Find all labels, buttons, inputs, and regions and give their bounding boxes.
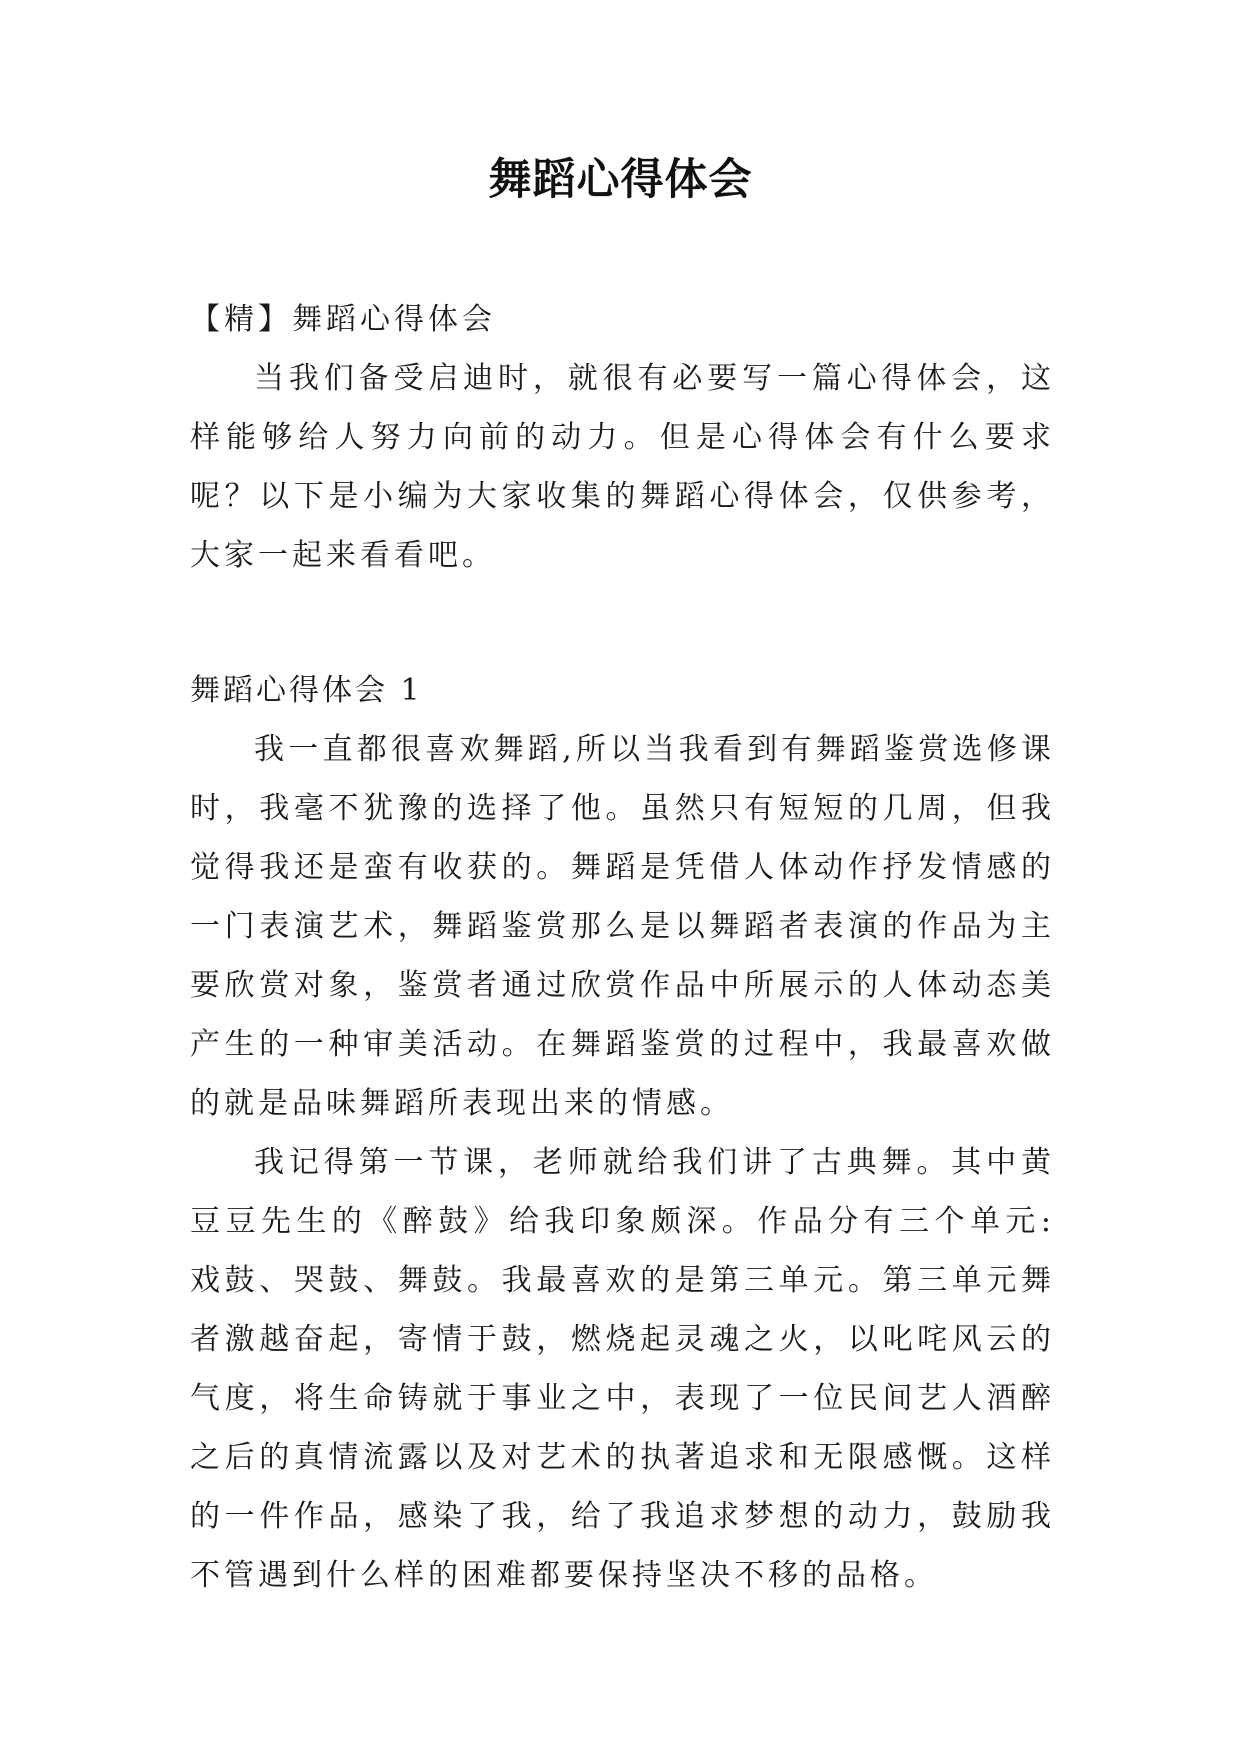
body-paragraph-2: 我记得第一节课，老师就给我们讲了古典舞。其中黄豆豆先生的《醉鼓》给我印象颇深。作品分有三个单元: 戏鼓、哭鼓、舞鼓。我最喜欢的是第三单元。第三单元舞者激越奋起，寄情于鼓，燃烧起灵魂之火，以叱咤风云的气度，将生命铸就于事业之中，表现了一位民间艺人酒醉之后的真情流露以及对艺术的执著追求和无限感慨。这样的一件作品，感染了我，给了我追求梦想的动力，鼓励我不管遇到什么样的困难都要保持坚决不移的品格。 [190, 1145, 1055, 1593]
document-body [190, 290, 1055, 1605]
body-paragraph-1: 我一直都很喜欢舞蹈,所以当我看到有舞蹈鉴赏选修课时，我毫不犹豫的选择了他。虽然只有短短的几周，但我觉得我还是蛮有收获的。舞蹈是凭借人体动作抒发情感的一门表演艺术，舞蹈鉴赏那么是以舞蹈者表演的作品为主要欣赏对象，鉴赏者通过欣赏作品中所展示的人体动态美产生的一种审美活动。在舞蹈鉴赏的过程中，我最喜欢做的就是品味舞蹈所表现出来的情感。 [190, 732, 1055, 1121]
section-heading: 舞蹈心得体会 1 [190, 673, 423, 708]
document-subtitle: 【精】舞蹈心得体会 [190, 302, 496, 337]
intro-paragraph: 当我们备受启迪时，就很有必要写一篇心得体会，这样能够给人努力向前的动力。但是心得体会有什么要求呢？以下是小编为大家收集的舞蹈心得体会，仅供参考，大家一起来看看吧。 [190, 361, 1055, 573]
document-title: 舞蹈心得体会 [488, 155, 753, 205]
